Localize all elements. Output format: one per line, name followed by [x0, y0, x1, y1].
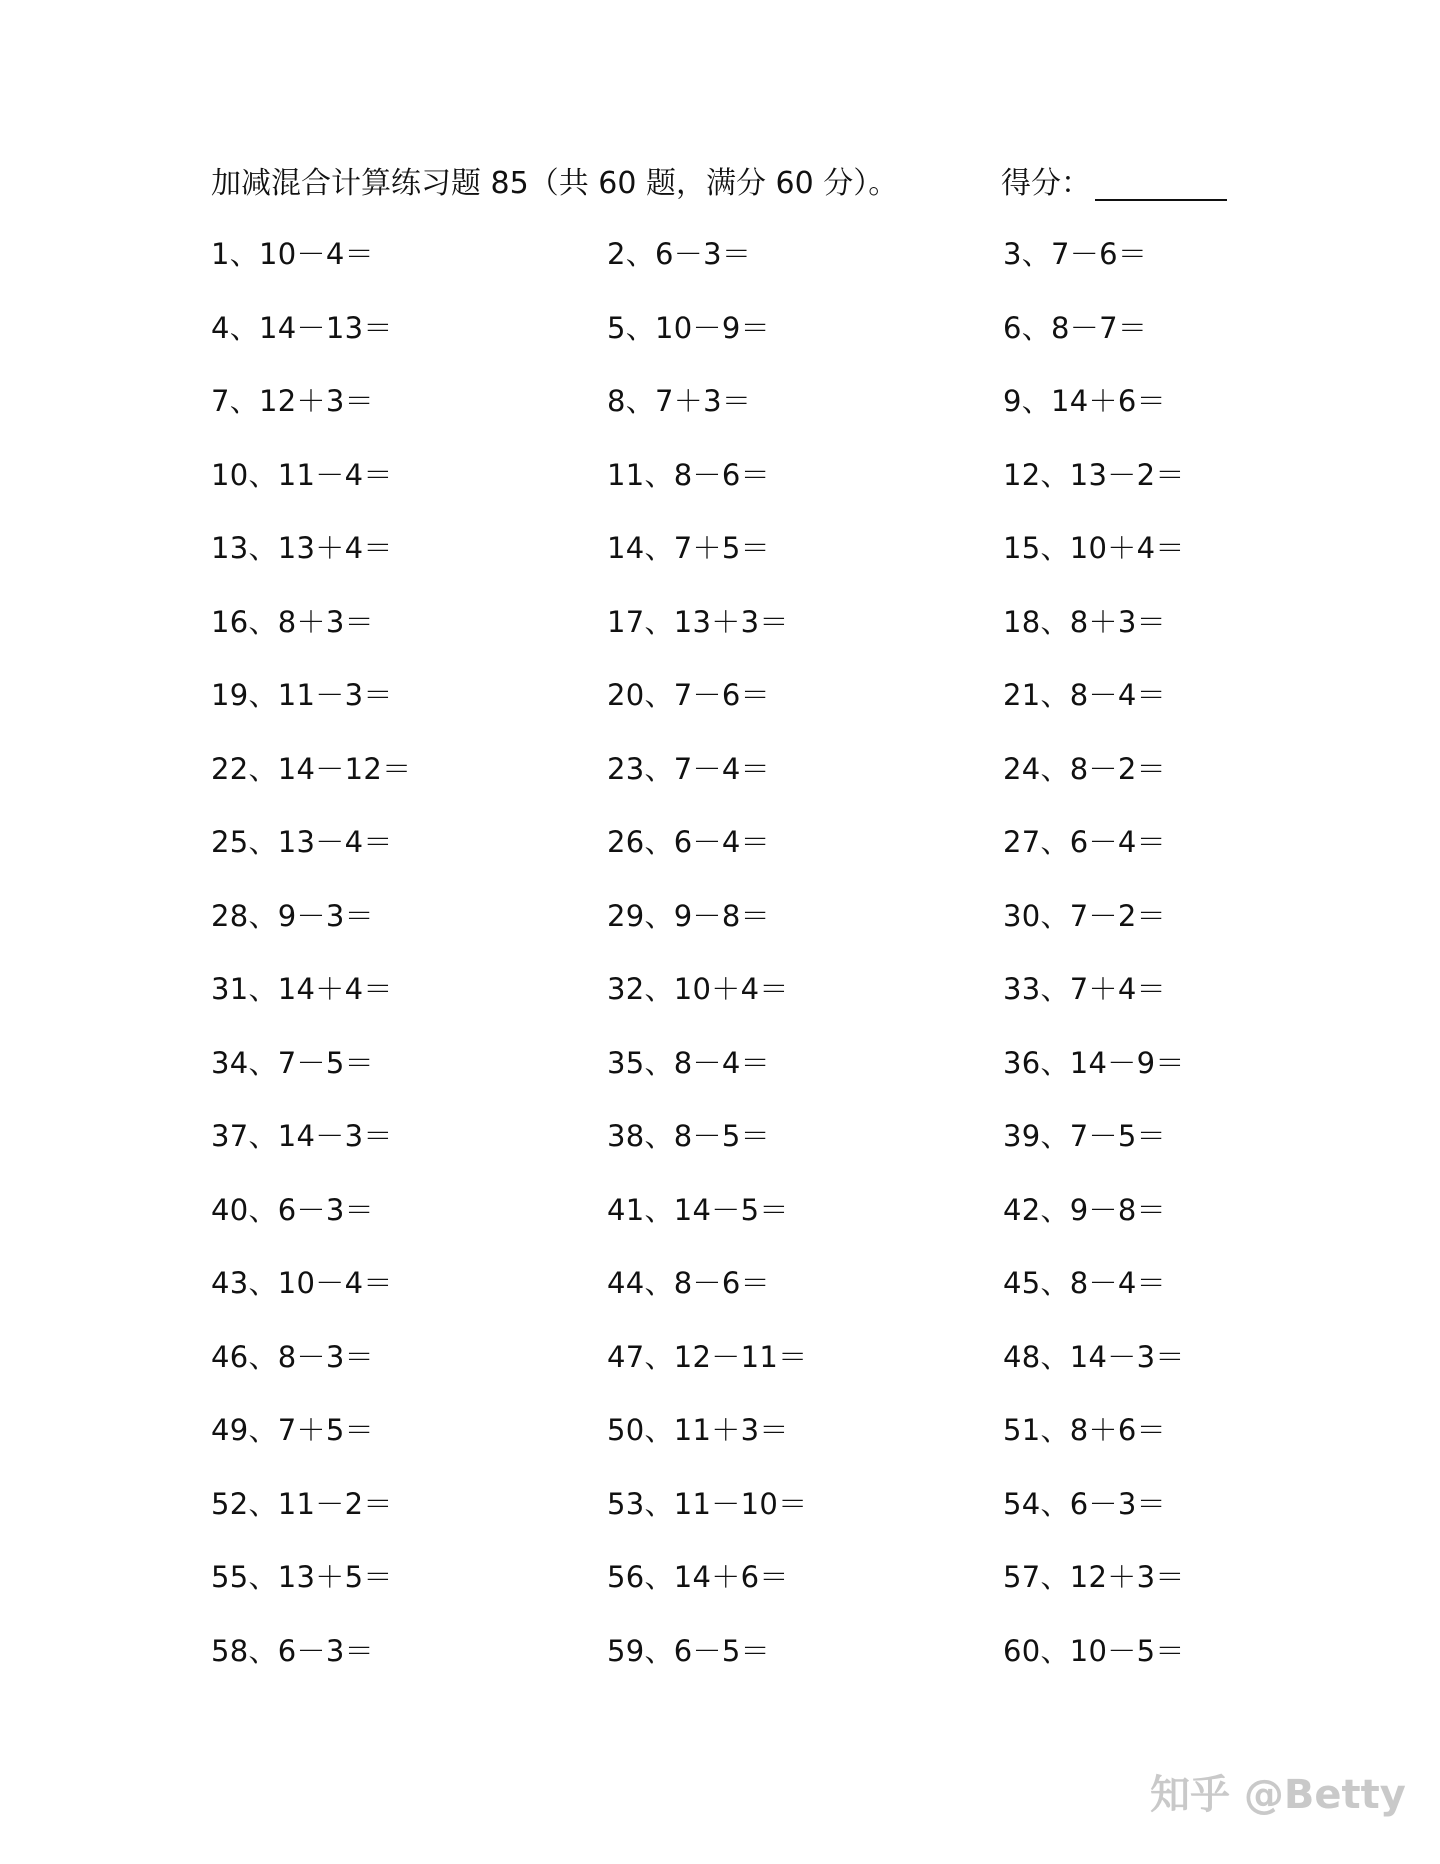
problem-item: 28、9－3＝ — [211, 898, 374, 933]
problem-item: 22、14－12＝ — [211, 751, 412, 786]
problem-item: 50、11＋3＝ — [607, 1413, 789, 1447]
worksheet-header — [211, 160, 1227, 208]
problem-item: 17、13＋3＝ — [607, 604, 789, 639]
problem-item: 47、12－11＝ — [607, 1339, 808, 1374]
problem-item: 52、11－2＝ — [211, 1486, 393, 1521]
problem-item: 43、10－4＝ — [211, 1266, 393, 1300]
problem-item: 29、9－8＝ — [607, 898, 770, 933]
problem-item: 49、7＋5＝ — [211, 1413, 374, 1447]
problem-item: 23、7－4＝ — [607, 751, 770, 786]
problem-item: 30、7－2＝ — [1003, 898, 1166, 933]
problem-item: 48、14－3＝ — [1003, 1339, 1185, 1374]
problem-item: 26、6－4＝ — [607, 825, 770, 859]
page-title: 加减混合计算练习题 85（共 60 题，满分 60 分）。 — [211, 166, 899, 201]
problem-item: 21、8－4＝ — [1003, 678, 1166, 712]
problem-item: 8、7＋3＝ — [607, 384, 752, 418]
score-label: 得分： — [1001, 166, 1091, 201]
watermark: 知乎 @Betty — [1150, 1772, 1406, 1818]
problem-item: 20、7－6＝ — [607, 678, 770, 712]
problem-item: 55、13＋5＝ — [211, 1560, 393, 1594]
problem-item: 59、6－5＝ — [607, 1633, 770, 1668]
problem-item: 1、10－4＝ — [211, 237, 374, 271]
problem-item: 36、14－9＝ — [1003, 1045, 1185, 1080]
problem-item: 5、10－9＝ — [607, 310, 770, 345]
problem-item: 14、7＋5＝ — [607, 531, 770, 565]
problem-item: 31、14＋4＝ — [211, 972, 393, 1006]
problem-item: 53、11－10＝ — [607, 1486, 808, 1521]
problem-item: 34、7－5＝ — [211, 1045, 374, 1080]
problem-item: 46、8－3＝ — [211, 1339, 374, 1374]
problem-item: 39、7－5＝ — [1003, 1119, 1166, 1153]
problem-item: 42、9－8＝ — [1003, 1192, 1166, 1227]
problem-item: 15、10＋4＝ — [1003, 531, 1185, 565]
problem-item: 33、7＋4＝ — [1003, 972, 1166, 1006]
problem-item: 19、11－3＝ — [211, 678, 393, 712]
problem-item: 6、8－7＝ — [1003, 310, 1148, 345]
problem-item: 18、8＋3＝ — [1003, 604, 1166, 639]
problem-item: 44、8－6＝ — [607, 1266, 770, 1300]
problem-item: 58、6－3＝ — [211, 1633, 374, 1668]
problem-item: 12、13－2＝ — [1003, 457, 1185, 492]
problem-grid — [211, 230, 1211, 1700]
problem-item: 56、14＋6＝ — [607, 1560, 789, 1594]
problem-item: 37、14－3＝ — [211, 1119, 393, 1153]
problem-item: 45、8－4＝ — [1003, 1266, 1166, 1300]
problem-item: 11、8－6＝ — [607, 457, 770, 492]
problem-item: 35、8－4＝ — [607, 1045, 770, 1080]
problem-item: 60、10－5＝ — [1003, 1633, 1185, 1668]
problem-item: 25、13－4＝ — [211, 825, 393, 859]
problem-item: 9、14＋6＝ — [1003, 384, 1166, 418]
problem-item: 24、8－2＝ — [1003, 751, 1166, 786]
problem-item: 40、6－3＝ — [211, 1192, 374, 1227]
problem-item: 3、7－6＝ — [1003, 237, 1148, 271]
problem-item: 57、12＋3＝ — [1003, 1560, 1185, 1594]
problem-item: 16、8＋3＝ — [211, 604, 374, 639]
problem-item: 13、13＋4＝ — [211, 531, 393, 565]
problem-item: 4、14－13＝ — [211, 310, 393, 345]
problem-item: 2、6－3＝ — [607, 237, 752, 271]
problem-item: 32、10＋4＝ — [607, 972, 789, 1006]
problem-item: 54、6－3＝ — [1003, 1486, 1166, 1521]
problem-item: 41、14－5＝ — [607, 1192, 789, 1227]
problem-item: 38、8－5＝ — [607, 1119, 770, 1153]
problem-item: 7、12＋3＝ — [211, 384, 374, 418]
score-area — [1001, 160, 1227, 208]
score-blank-line — [1095, 199, 1227, 201]
problem-item: 51、8＋6＝ — [1003, 1413, 1166, 1447]
problem-item: 27、6－4＝ — [1003, 825, 1166, 859]
problem-item: 10、11－4＝ — [211, 457, 393, 492]
